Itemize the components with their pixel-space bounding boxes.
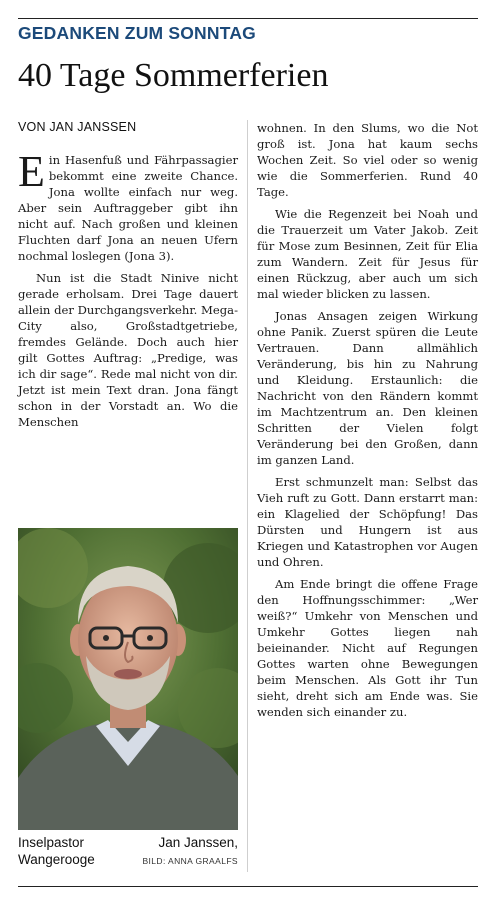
byline: VON JAN JANSSEN xyxy=(18,120,137,134)
bottom-rule xyxy=(18,886,478,887)
right-column xyxy=(257,120,478,726)
paragraph-1 xyxy=(18,147,238,264)
photo-caption xyxy=(18,834,238,870)
paragraph-2: Nun ist die Stadt Ninive nicht gerade erholsam. Drei Tage dauert allein der Durchgangsverkehr. Mega-City also, Großstadtgetriebe, fremdes Gelände. Doch auch hier gilt Gottes Auftrag: „Predige, was ich dir sage“. Rede mal nicht von dir. Jetzt ist mein Text dran. Jona fängt schon in der Vorstadt an. Wo die Menschen xyxy=(18,271,238,429)
caption-name: Jan Janssen, xyxy=(158,835,238,850)
section-kicker: GEDANKEN ZUM SONNTAG xyxy=(18,23,256,43)
paragraph-5: Erst schmunzelt man: Selbst das Vieh ruft zu Gott. Dann erstarrt man: ein Klagelied der Schöpfung! Das Dürsten und Hungern ist aus Kriegen und Katastrophen vor Augen und Ohren. xyxy=(257,475,478,569)
headline: 40 Tage Sommerferien xyxy=(18,57,329,94)
portrait-illustration xyxy=(18,528,238,830)
caption-location: Wangerooge xyxy=(18,852,95,867)
photo-credit: BILD: ANNA GRAALFS xyxy=(142,856,238,866)
top-rule xyxy=(18,18,478,19)
paragraph-4: Jonas Ansagen zeigen Wirkung ohne Panik. Zuerst spüren die Leute Vertrauen. Dann allmählich Veränderung, bis hin zu Nahrung und Kleidung. Erstaunlich: die Nachricht von den Rändern kommt im Machtzentrum an. Den kleinen Schritten der Vielen folgt Veränderung bei den Großen, dann im ganzen Land. xyxy=(257,309,478,467)
left-column xyxy=(18,147,238,436)
paragraph-3: Wie die Regenzeit bei Noah und die Trauerzeit um Vater Jakob. Zeit für Mose zum Besinnen, Zeit für Elia zum Wandern. Zeit für Jesus für einen Rückzug, aber auch um sich mal wieder blicken zu lassen. xyxy=(257,207,478,301)
paragraph-1-text: in Hasenfuß und Fährpassagier bekommt eine zweite Chance. Jona wollte einfach nur weg. Aber sein Auftraggeber gibt ihn nicht auf. Nach großen und kleinen Fluchten darf Jona an neuen Ufern nochmal loslegen (Jona 3). xyxy=(18,153,238,263)
drop-cap: E xyxy=(18,147,45,196)
paragraph-2-continued: wohnen. In den Slums, wo die Not groß ist. Jona hat kaum sechs Wochen Zeit. So viel oder so wenig wie die Sommerferien. Rund 40 Tage. xyxy=(257,121,478,199)
paragraph-6: Am Ende bringt die offene Frage den Hoffnungsschimmer: „Wer weiß?“ Umkehr von Menschen und Umkehr Gottes liegen nah beieinander. Nicht auf Regungen Gottes warten ohne Bewegungen beim Menschen. Als Gott ihr Tun sieht, dreht sich am Ende was. Sie wenden sich einander zu. xyxy=(257,577,478,719)
caption-title: Inselpastor xyxy=(18,835,85,850)
author-photo xyxy=(18,528,238,830)
column-divider xyxy=(247,120,248,872)
